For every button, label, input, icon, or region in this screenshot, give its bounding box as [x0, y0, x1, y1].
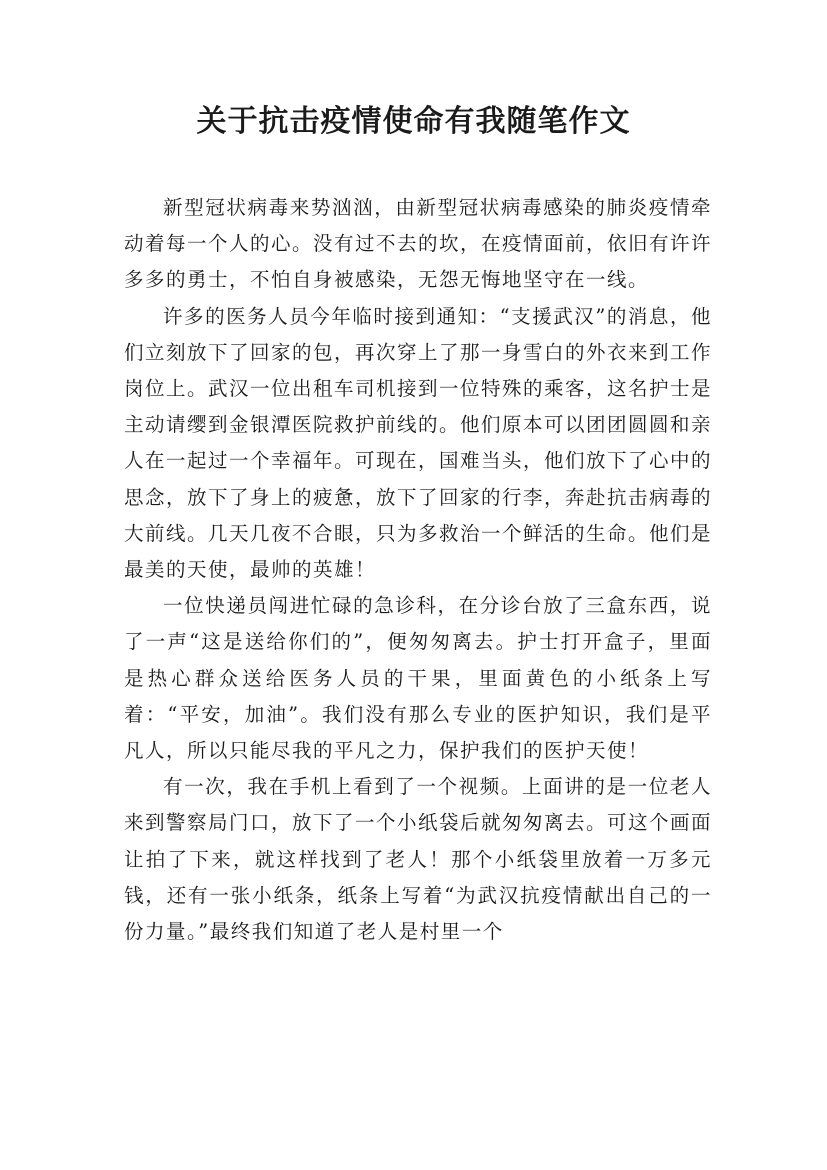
paragraph-3: 一位快递员闯进忙碌的急诊科，在分诊台放了三盒东西，说了一声“这是送给你们的”，便匆匆离去。护士打开盒子，里面是热心群众送给医务人员的干果，里面黄色的小纸条上写着：“平安，加油”。我们没有那么专业的医护知识，我们是平凡人，所以只能尽我的平凡之力，保护我们的医护天使！	[124, 594, 712, 763]
paragraph-2: 许多的医务人员今年临时接到通知：“支援武汉”的消息，他们立刻放下了回家的包，再次穿上了那一身雪白的外衣来到工作岗位上。武汉一位出租车司机接到一位特殊的乘客，这名护士是主动请缨到金银潭医院救护前线的。他们原本可以团团圆圆和亲人在一起过一个幸福年。可现在，国难当头，他们放下了心中的思念，放下了身上的疲惫，放下了回家的行李，奔赴抗击病毒的大前线。几天几夜不合眼，只为多救治一个鲜活的生命。他们是最美的天使，最帅的英雄！	[124, 304, 713, 582]
paragraph-1: 新型冠状病毒来势汹汹，由新型冠状病毒感染的肺炎疫情牵动着每一个人的心。没有过不去的坎，在疫情面前，依旧有许许多多的勇士，不怕自身被感染，无怨无悔地坚守在一线。	[124, 196, 713, 292]
document-body	[124, 190, 712, 950]
paragraph-4: 有一次，我在手机上看到了一个视频。上面讲的是一位老人来到警察局门口，放下了一个小纸袋后就匆匆离去。可这个画面让拍了下来，就这样找到了老人！那个小纸袋里放着一万多元钱，还有一张小纸条，纸条上写着“为武汉抗疫情献出自己的一份力量。”最终我们知道了老人是村里一个	[124, 775, 713, 944]
document-title: 关于抗击疫情使命有我随笔作文	[196, 104, 631, 139]
